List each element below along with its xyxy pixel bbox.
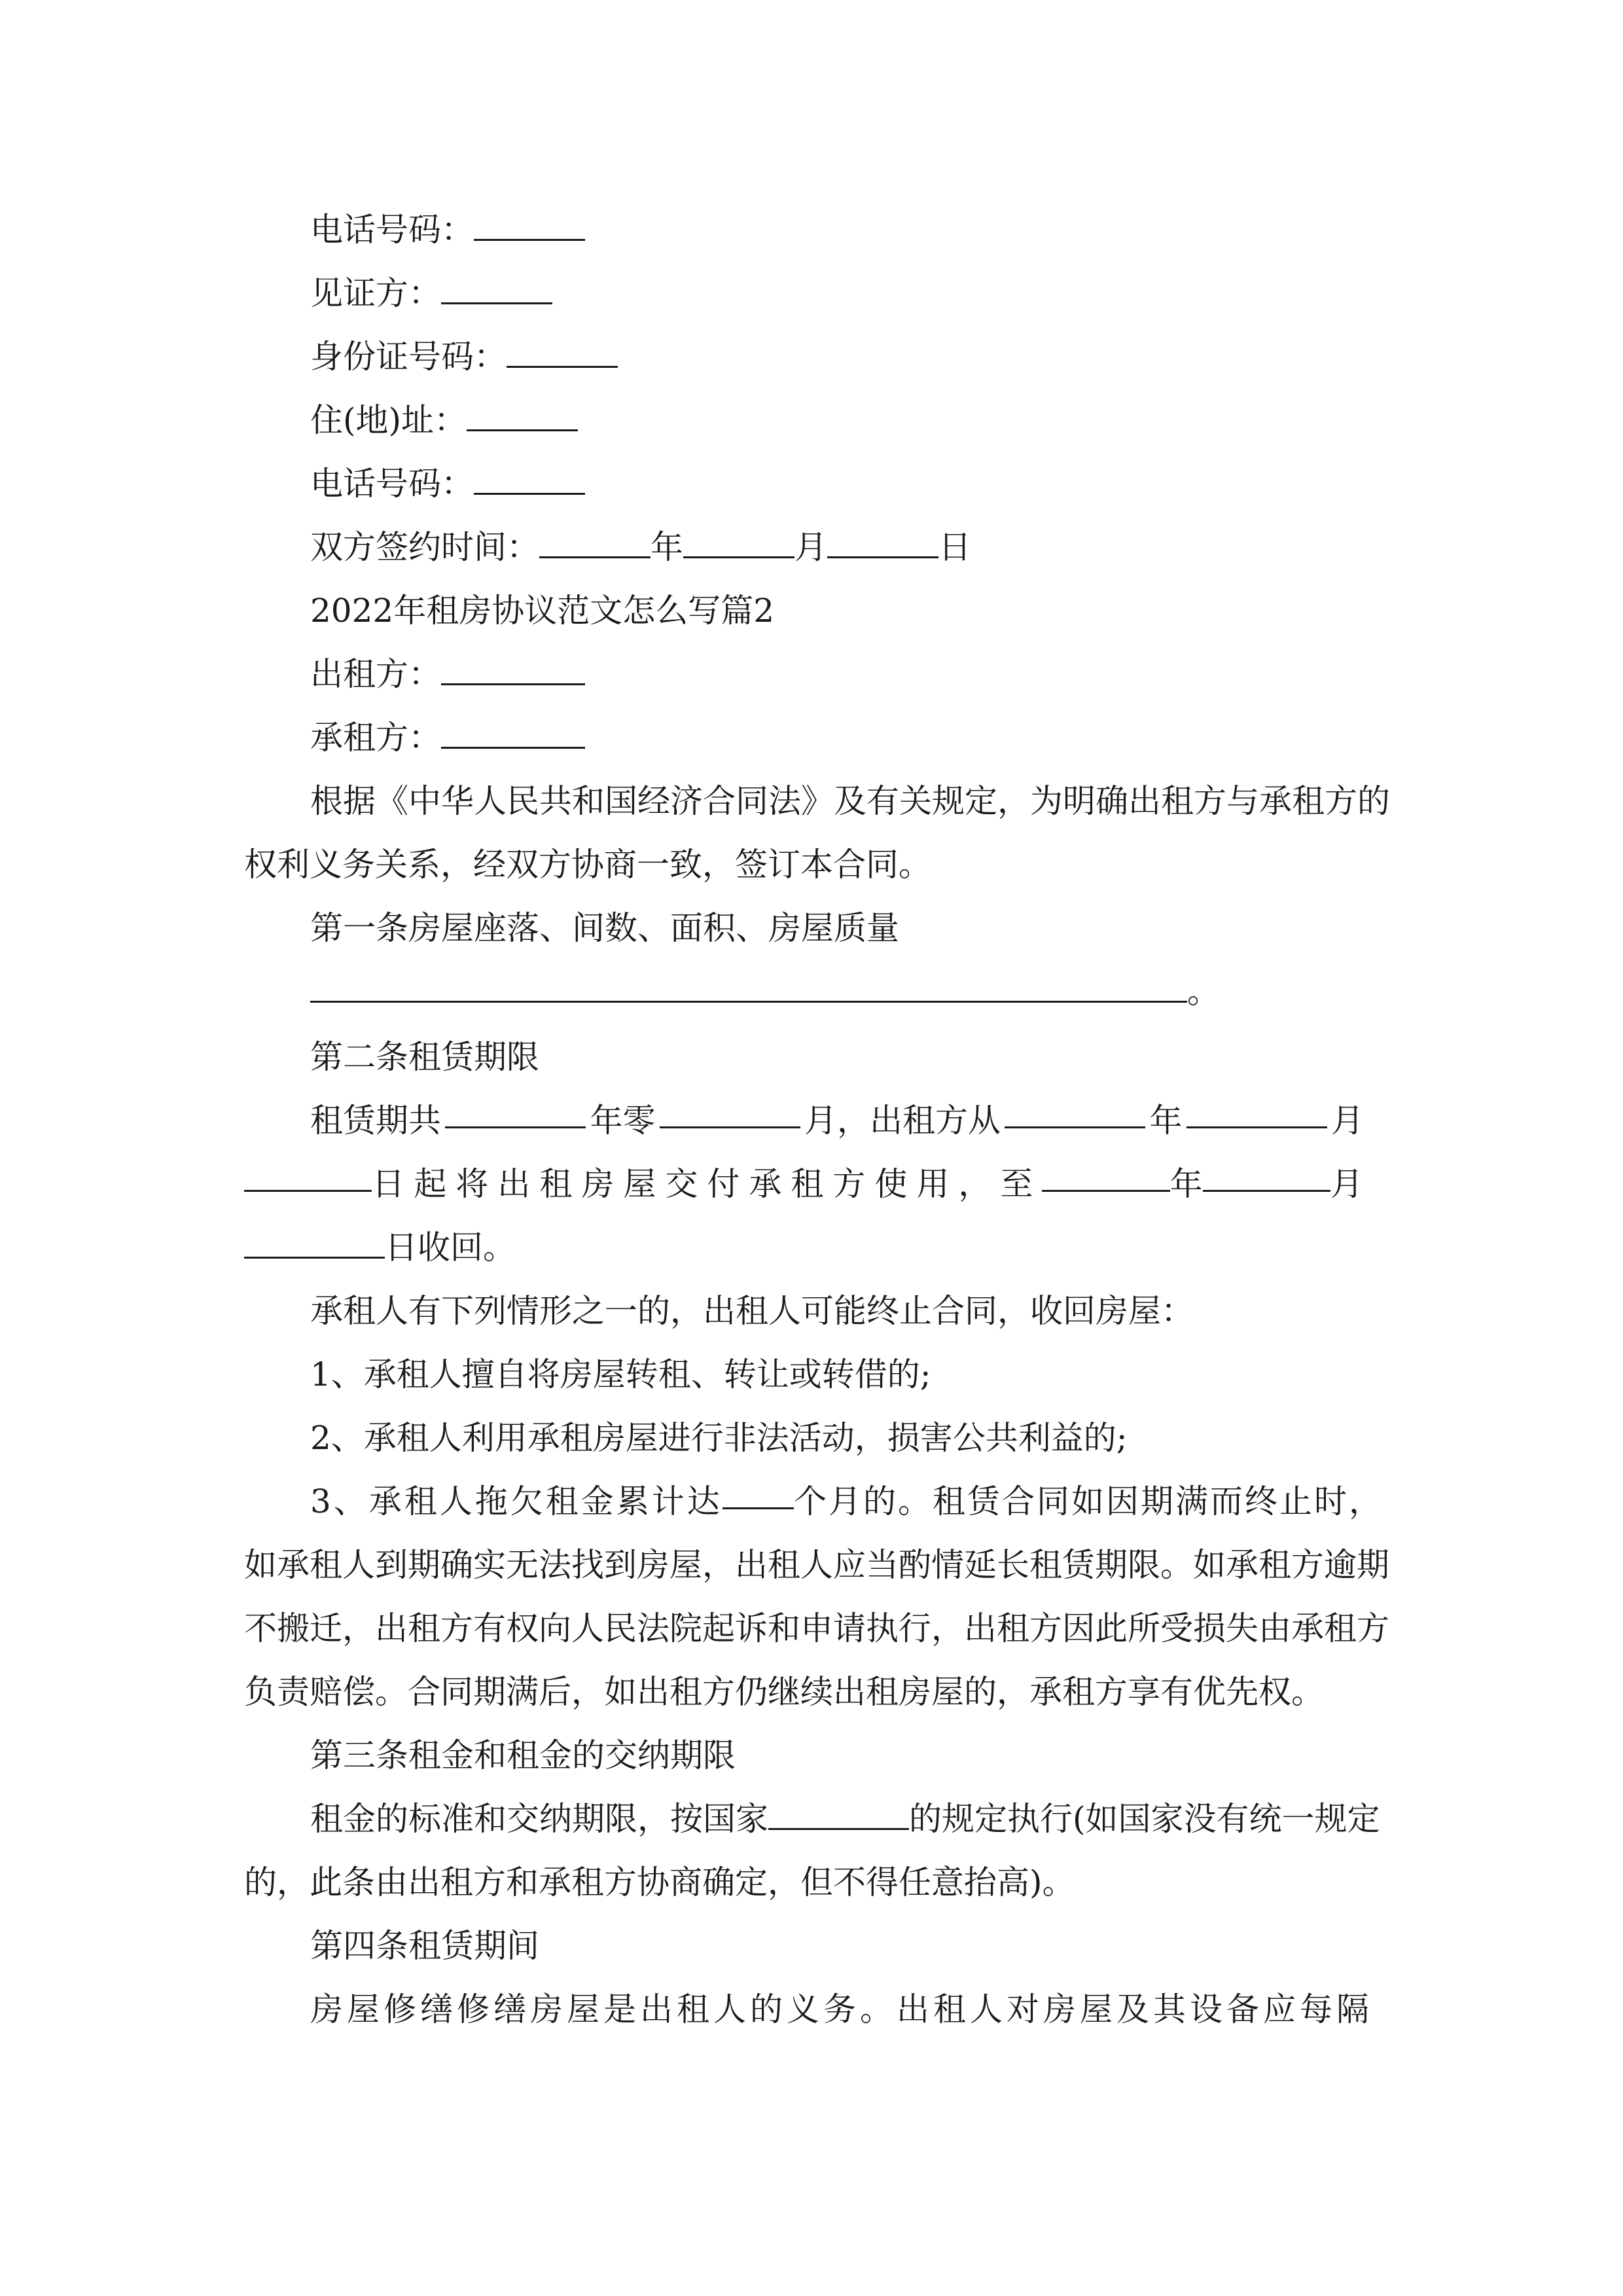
rent-text: 租金的标准和交纳期限，按国家 [310, 1800, 768, 1838]
lessor-line [310, 653, 585, 696]
paragraph-line: 负责赔偿。合同期满后，如出租方仍继续出租房屋的，承租方享有优先权。 [244, 1673, 1324, 1711]
lease-term-text: 租赁期共 [310, 1102, 441, 1139]
day-unit: 日 [938, 528, 971, 566]
phone-label: 电话号码： [310, 211, 474, 249]
address-blank[interactable] [467, 402, 578, 431]
list-item-text: 个月的。租赁合同如因期满而终止时， [794, 1482, 1383, 1520]
lessee-blank[interactable] [441, 719, 585, 749]
sign-day-blank[interactable] [827, 529, 938, 558]
witness-blank[interactable] [441, 275, 552, 304]
phone-line [310, 208, 585, 251]
paragraph-line: 权利义务关系，经双方协商一致，签订本合同。 [244, 846, 931, 884]
phone-label-2: 电话号码： [310, 465, 474, 503]
termination-intro: 承租人有下列情形之一的，出租人可能终止合同，收回房屋： [310, 1292, 1194, 1330]
sign-month-blank[interactable] [683, 529, 794, 558]
end-month-blank[interactable] [1203, 1162, 1330, 1192]
year-unit: 年 [651, 528, 683, 566]
paragraph-line: 房屋修缮修缮房屋是出租人的义务。出租人对房屋及其设备应每隔 [310, 1990, 1373, 2028]
signing-date-line [310, 526, 971, 569]
phone-line-2 [310, 462, 585, 505]
rent-standard-blank[interactable] [768, 1801, 909, 1830]
list-item: 1、承租人擅自将房屋转租、转让或转借的; [310, 1355, 931, 1393]
article-4-heading: 第四条租赁期间 [310, 1927, 539, 1965]
lessor-blank[interactable] [441, 656, 585, 685]
paragraph-line: 不搬迁，出租方有权向人民法院起诉和申请执行，出租方因此所受损失由承租方 [244, 1609, 1389, 1647]
start-day-blank[interactable] [244, 1162, 372, 1192]
start-month-blank[interactable] [1186, 1099, 1327, 1128]
phone-blank[interactable] [474, 211, 585, 241]
lessee-line [310, 716, 585, 759]
lease-term-text: 月，出租方从 [804, 1102, 1001, 1139]
address-label: 住(地)址： [310, 401, 467, 439]
lease-term-text: 日收回。 [385, 1229, 516, 1266]
id-number-blank[interactable] [507, 338, 618, 368]
end-day-blank[interactable] [244, 1229, 385, 1259]
article-2-heading: 第二条租赁期限 [310, 1038, 539, 1076]
list-item: 2、承租人利用承租房屋进行非法活动，损害公共利益的; [310, 1419, 1128, 1457]
lessor-label: 出租方： [310, 655, 441, 693]
article-3-heading: 第三条租金和租金的交纳期限 [310, 1736, 736, 1774]
month-unit: 月 [794, 528, 827, 566]
term-months-blank[interactable] [660, 1099, 800, 1128]
lease-term-text: 月 [1331, 1102, 1364, 1139]
term-years-blank[interactable] [445, 1099, 586, 1128]
id-number-line [310, 335, 618, 378]
arrears-months-blank[interactable] [722, 1480, 794, 1509]
witness-label: 见证方： [310, 274, 441, 312]
article-1-heading: 第一条房屋座落、间数、面积、房屋质量 [310, 909, 899, 947]
lessee-label: 承租方： [310, 719, 441, 757]
lease-term-text: 年零 [590, 1102, 656, 1139]
paragraph-line: 如承租人到期确实无法找到房屋，出租人应当酌情延长租赁期限。如承租方逾期 [244, 1546, 1389, 1584]
lease-term-line-2 [244, 1162, 1363, 1206]
phone-blank-2[interactable] [474, 465, 585, 495]
lease-term-text: 年 [1169, 1165, 1203, 1203]
address-line [310, 399, 578, 442]
witness-line [310, 272, 552, 315]
list-item [310, 1480, 1383, 1523]
article-1-blank-line [310, 970, 1220, 1013]
lease-term-line-1 [310, 1099, 1364, 1142]
lease-term-text: 月 [1330, 1165, 1363, 1203]
signing-date-label: 双方签约时间： [310, 528, 539, 566]
paragraph-line: 的，此条由出租方和承租方协商确定，但不得任意抬高)。 [244, 1863, 1075, 1901]
lease-term-text: 日起将出租房屋交付承租方使用，至 [372, 1165, 1043, 1203]
list-item-text: 3、承租人拖欠租金累计达 [310, 1482, 722, 1520]
sign-year-blank[interactable] [539, 529, 651, 558]
rent-line-1 [310, 1797, 1380, 1840]
lease-term-text: 年 [1149, 1102, 1183, 1139]
id-number-label: 身份证号码： [310, 338, 507, 376]
end-year-blank[interactable] [1042, 1162, 1169, 1192]
paragraph-line: 根据《中华人民共和国经济合同法》及有关规定，为明确出租方与承租方的 [310, 782, 1390, 820]
period-mark: 。 [1187, 973, 1220, 1011]
property-description-blank[interactable] [310, 973, 1187, 1003]
rent-text: 的规定执行(如国家没有统一规定 [909, 1800, 1380, 1838]
section-heading: 2022年租房协议范文怎么写篇2 [310, 592, 775, 630]
lease-term-line-3 [244, 1226, 516, 1269]
start-year-blank[interactable] [1005, 1099, 1145, 1128]
